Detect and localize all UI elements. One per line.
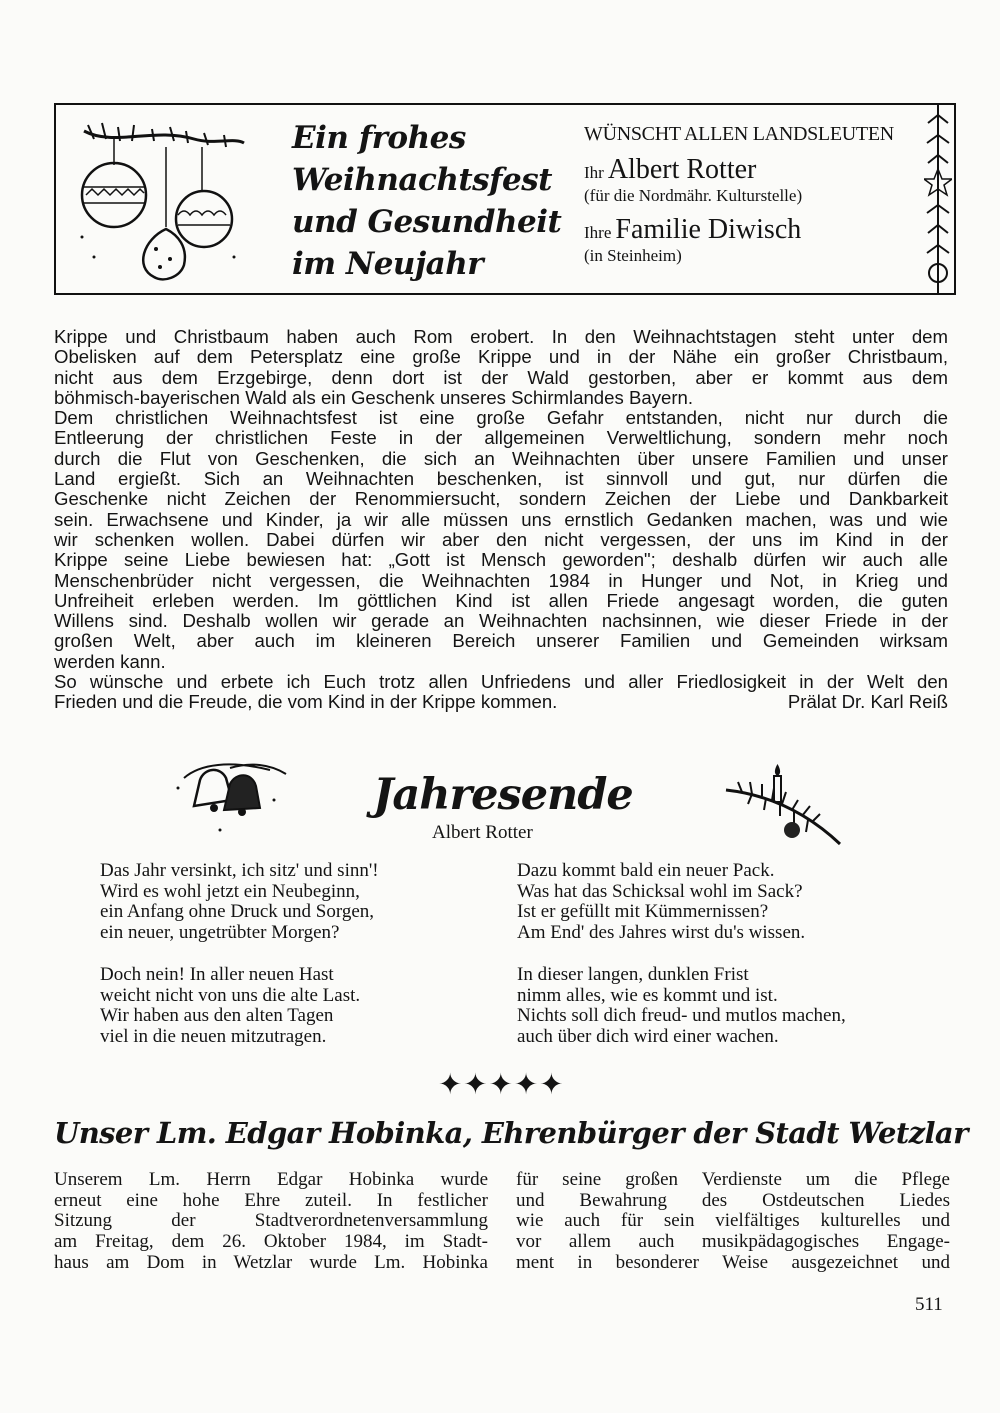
poem-stanza-2 [100,965,360,1047]
poem-stanza-1 [100,861,379,943]
body-line: Krippe und Christbaum haben auch Rom erobert. In den Weihnachtstagen steht unter dem [54,326,948,347]
sender-1-subtitle: (für die Nordmähr. Kulturstelle) [584,186,803,205]
sender-2-name: Familie Diwisch [615,214,802,245]
poem-verse: Wir haben aus den alten Tagen [100,1005,334,1026]
article-line: für seine großen Verdienste um die Pflege [516,1169,950,1190]
poem-verse: Was hat das Schicksal wohl im Sack? [517,880,803,902]
signature: Prälat Dr. Karl Reiß [787,691,948,713]
poem-verse: In dieser langen, dunklen Frist [517,964,749,985]
poem-verse: weicht nicht von uns die alte Last. [100,984,361,1006]
poem-verse: Am End' des Jahres wirst du's wissen. [517,921,806,943]
sender-2 [584,214,924,246]
page-number: 511 [915,1294,943,1315]
body-line: Dem christlichen Weihnachtsfest ist eine große Gefahr entstanden, nicht nur durch die [54,407,948,429]
poem-verse: Nichts soll dich freud- und mutlos machen, [517,1005,846,1026]
closing-row [54,692,948,712]
candle-branch-icon [722,760,842,850]
body-line: Land ergießt. Sich an Weihnachten beschenken, ist sinnvoll und gut, nur dürfen die [54,468,948,490]
sender-2-subtitle: (in Steinheim) [584,246,682,265]
greeting-heading: WÜNSCHT ALLEN LANDSLEUTEN [584,123,894,145]
poem-verse: Doch nein! In aller neuen Hast [100,964,334,985]
article-line: und Bewahrung des Ostdeutschen Liedes [516,1189,950,1211]
article-line: wie auch für sein vielfältiges kulturelles und [516,1210,950,1232]
article-line: am Freitag, dem 26. Oktober 1984, im Stadt- [54,1231,488,1253]
poem-verse: nimm alles, wie es kommt und ist. [517,984,778,1006]
christmas-message [54,327,948,713]
poem-verse: Ist er gefüllt mit Kümmernissen? [517,901,769,922]
body-line: böhmisch-bayerischen Wald als ein Geschenk unseres Schirmlandes Bayern. [54,386,694,408]
body-line: Krippe seine Liebe bewiesen hat: „Gott ist Mensch geworden"; deshalb dürfen wir auch alle [54,549,948,571]
greeting-line-3: und Gesundheit [292,204,562,240]
body-line: Unfreiheit erleben werden. Im göttlichen Kind ist allen Friede angesagt worden, die guten [54,589,948,611]
body-line: großen Welt, aber auch im kleineren Bereich unserer Familien und Gemeinden wirksam [54,630,948,652]
poem-verse: Dazu kommt bald ein neuer Pack. [517,860,775,881]
body-line: nicht aus dem Erzgebirge, denn dort ist der Wald gestorben, aber er kommt aus dem [54,366,948,388]
bells-icon [170,760,290,840]
body-line: wir schenken wollen. Dabei dürfen wir aber den nicht vergessen, der uns im Kind in der [54,528,948,550]
sender-2-prefix: Ihre [584,223,612,242]
poem-stanza-3 [517,861,805,943]
greeting-fraktur-text [292,117,562,285]
article-title: Unser Lm. Edgar Hobinka, Ehrenbürger der Stadt Wetzlar [54,1116,968,1150]
section-separator: ✦✦✦✦✦ [438,1067,565,1101]
body-line: Menschenbrüder nicht vergessen, die Weihnachten 1984 in Hunger und Not, in Krieg und [54,569,948,591]
greeting-line-4: im Neujahr [292,246,484,282]
article-column-left [54,1170,488,1273]
body-line: werden kann. [54,650,166,672]
christmas-greeting-box [54,103,956,295]
body-line: Entleerung der christlichen Feste in der allgemeinen Verweltlichung, sondern mehr noch [54,427,948,449]
poem-verse: viel in die neuen mitzutragen. [100,1025,327,1047]
sender-1 [584,154,924,186]
poem-verse: auch über dich wird einer wachen. [517,1025,779,1047]
article-line: erneut eine hohe Ehre zuteil. In festlicher [54,1189,488,1211]
poem-verse: ein neuer, ungetrübter Morgen? [100,921,340,943]
article-line: ment in besonderer Weise ausgezeichnet und [516,1251,950,1273]
poem-verse: ein Anfang ohne Druck und Sorgen, [100,901,375,922]
poem-verse: Wird es wohl jetzt ein Neubeginn, [100,880,360,902]
body-line: So wünsche und erbete ich Euch trotz allen Unfriedens und aller Friedlosigkeit in der Welt den [54,671,948,693]
poem-verse: Das Jahr versinkt, ich sitz' und sinn'! [100,860,379,881]
article-line: vor allem auch musikpädagogisches Engage- [516,1231,950,1253]
body-line: durch die Flut von Geschenken, die sich an Weihnachten über unsere Familien und unser [54,447,948,469]
article-line: Unserem Lm. Herrn Edgar Hobinka wurde [54,1169,488,1190]
poem-author: Albert Rotter [432,822,533,843]
christmas-ornaments-icon [74,117,246,285]
body-line: Obelisken auf dem Petersplatz eine große Krippe und in der Nähe ein großer Christbaum, [54,346,948,368]
closing-line: Frieden und die Freude, die vom Kind in der Krippe kommen. [54,691,558,713]
sender-1-name: Albert Rotter [607,154,757,185]
poem-title: Jahresende [373,770,633,820]
body-line: Willens sind. Deshalb wollen wir gerade an Weihnachten nachsinnen, wie dieser Friede in der [54,610,948,632]
fir-branch-border-icon [924,105,952,293]
body-line: Geschenke nicht Zeichen der Renommiersucht, sondern Zeichen der Liebe und Dankbarkeit [54,488,948,510]
article-column-right [516,1170,950,1273]
article-line: haus am Dom in Wetzlar wurde Lm. Hobinka [54,1251,488,1273]
poem-stanza-4 [517,965,846,1047]
article-line: Sitzung der Stadtverordnetenversammlung [54,1210,488,1232]
greeting-senders [584,123,924,266]
sender-1-prefix: Ihr [584,163,604,182]
greeting-line-2: Weihnachtsfest [292,162,552,198]
body-line: sein. Erwachsene und Kinder, ja wir alle müssen uns ernstlich Gedanken machen, was und wie [54,508,948,530]
greeting-line-1: Ein frohes [292,120,466,156]
